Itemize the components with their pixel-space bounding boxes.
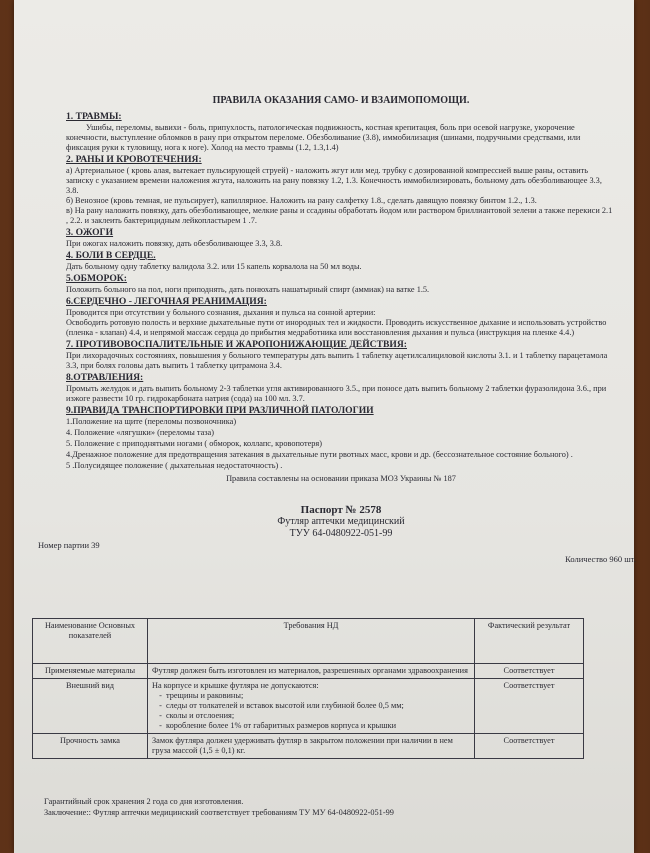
table-row (33, 664, 584, 679)
header-cell: Наименование Основных показателей (33, 619, 148, 664)
section-text: При лихорадочных состояниях, повышения у больного температуры дать выпить 1 таблетку ацетилсалициловой кислоты 3.1. и 1 таблетку парацетамола 3.3, при болях головы дать выпить 1 таблетку цитрамона 3.4. (66, 351, 608, 370)
list-item: 5 .Полусидящее положение ( дыхательная недостаточность) . (66, 461, 283, 470)
rules-content (38, 95, 636, 564)
section-heading: 9.ПРАВИДА ТРАНСПОРТИРОВКИ ПРИ РАЗЛИЧНОЙ ПАТОЛОГИИ (66, 405, 374, 416)
header-cell: Фактический результат (475, 619, 584, 664)
section (66, 297, 616, 338)
section (66, 274, 616, 295)
section-text: б) Венозное (кровь темная, не пульсирует), капиллярное. Наложить на рану салфетку 1.8., сделать давящую повязку бинтом 1.2., 1.3. (66, 196, 537, 205)
section (66, 112, 616, 153)
section-text: в) На рану наложить повязку, дать обезболивающее, мелкие раны и ссадины обработать йодом или раствором бриллиантовой зелени а также перекиси 2.1 , 2.2. и заклеить бактерицидным лейкопластырем 1 .7. (66, 206, 613, 225)
table-cell: Внешний вид (33, 679, 148, 734)
section-heading: 5.ОБМОРОК: (66, 273, 127, 284)
list-item: - следы от толкателей и вставок высотой или глубиной более 0,5 мм; (166, 701, 470, 711)
section-heading: 7. ПРОТИВОВОСПАЛИТЕЛЬНЫЕ И ЖАРОПОНИЖАЮЩИЕ ДЕЙСТВИЯ: (66, 339, 407, 350)
batch-meta (38, 540, 636, 564)
header-cell: Требования НД (148, 619, 475, 664)
passport-title: Паспорт № 2578 (300, 504, 382, 516)
table-cell: Прочность замка (33, 734, 148, 759)
section-heading: 4. БОЛИ В СЕРДЦЕ. (66, 250, 156, 261)
table-row (33, 734, 584, 759)
table-row (33, 679, 584, 734)
transport-list (66, 417, 616, 471)
list-item: 4. Положение «лягушки» (переломы таза) (66, 428, 214, 437)
requirement-intro: На корпусе и крышке футляра не допускаются: (152, 681, 319, 690)
sections (66, 112, 616, 404)
section-text: Промыть желудок и дать выпить больному 2-3 таблетки угля активированного 3.5., при поносе дать выпить больному 2 таблетки фуразолидона 3.6., при изжоге развести 10 гр. гидрокарбоната натрия (сода) на 100 мл. 3.7. (66, 384, 607, 403)
section (66, 228, 616, 249)
list-item: - трещины и раковины; (166, 691, 470, 701)
section-heading: 3. ОЖОГИ (66, 227, 114, 238)
passport-block (66, 504, 616, 540)
section-text: При ожогах наложить повязку, дать обезболивающее 3.3, 3.8. (66, 239, 283, 248)
table-cell: Применяемые материалы (33, 664, 148, 679)
table-cell: Соответствует (475, 664, 584, 679)
section-text: Ушибы, переломы, вывихи - боль, припухлость, патологическая подвижность, костная крепитация, боль при осевой нагрузке, укорочение конечности, выступление обломков в рану при открытом переломе. Обезболивание (3.8), иммобилизация (шинами, подручными средствами, или фиксация руки к туловищу, нога к ноге). Холод на место травмы (1.2, 1.3,1.4) (66, 123, 581, 152)
section (66, 155, 616, 226)
table-cell: Соответствует (475, 734, 584, 759)
requirements-table (32, 618, 584, 759)
quantity: Количество 960 шт. (565, 554, 636, 564)
document-title: ПРАВИЛА ОКАЗАНИЯ САМО- И ВЗАИМОПОМОЩИ. (212, 95, 470, 106)
defect-list (152, 691, 470, 731)
section (66, 251, 616, 272)
table-cell: Футляр должен быть изготовлен из материалов, разрешенных органами здравоохранения (148, 664, 475, 679)
section-heading: 6.СЕРДЕЧНО - ЛЕГОЧНАЯ РЕАНИМАЦИЯ: (66, 296, 267, 307)
table-cell (148, 679, 475, 734)
list-item: 1.Положение на щите (переломы позвоночника) (66, 417, 237, 426)
bottom-notes (44, 796, 394, 818)
list-item: - коробление более 1% от габаритных размеров корпуса и крышки (166, 721, 470, 731)
passport-subtitle: Футляр аптечки медицинский (277, 516, 405, 527)
section-heading: 2. РАНЫ И КРОВОТЕЧЕНИЯ: (66, 154, 202, 165)
table-header-row (33, 619, 584, 664)
conclusion-text: Заключение:: Футляр аптечки медицинский соответствует требованиям ТУ МУ 64-0480922-051-99 (44, 808, 394, 817)
document-sheet (14, 0, 634, 853)
section-text: Положить больного на пол, ноги приподнять, дать понюхать нашатырный спирт (аммиак) на ватке 1.5. (66, 285, 430, 294)
list-item: - сколы и отслоения; (166, 711, 470, 721)
passport-code: ТУУ 64-0480922-051-99 (289, 528, 393, 539)
list-item: 5. Положение с приподнятыми ногами ( обморок, коллапс, кровопотеря) (66, 439, 322, 448)
warranty-text: Гарантийный срок хранения 2 года со дня изготовления. (44, 797, 244, 806)
section-text: Дать больному одну таблетку валидола 3.2. или 15 капель корвалола на 50 мл воды. (66, 262, 362, 271)
section-text: Проводится при отсутствии у больного сознания, дыхания и пульса на сонной артерии: (66, 308, 376, 317)
list-item: 4.Дренажное положение для предотвращения затекания в дыхательные пути рвотных масс, крови и др. (бессознательное состояние больного) . (66, 450, 573, 459)
section-heading: 1. ТРАВМЫ: (66, 111, 122, 122)
section (66, 340, 616, 371)
section-text: Освободить ротовую полость и верхние дыхательные пути от инородных тел и жидкости. Проводить искусственное дыхание и использовать устройство (пленка - клапан) 4.4, и непрямой массаж сердца до прибытия медработника или восстановления дыхания и пульса (инструкция на пленке 4.4.) (66, 318, 607, 337)
section (66, 373, 616, 404)
section-heading: 8.ОТРАВЛЕНИЯ: (66, 372, 144, 383)
section-text: а) Артериальное ( кровь алая, вытекает пульсирующей струей) - наложить жгут или мед. трубку с дозированной компрессией выше раны, оставить записку с указанием времени наложения жгута, наложить на рану повязку 1.2, 1.3. Конечность иммобилизировать, больному дать обезболивающее 3.3, 3.8. (66, 166, 602, 195)
basis-note: Правила составлены на основании приказа МОЗ Украины № 187 (226, 474, 456, 483)
table-cell: Соответствует (475, 679, 584, 734)
batch-number: Номер партии 39 (38, 540, 100, 550)
section-9 (66, 406, 616, 471)
table-cell: Замок футляра должен удерживать футляр в закрытом положении при наличии в нем груза массой (1,5 ± 0,1) кг. (148, 734, 475, 759)
